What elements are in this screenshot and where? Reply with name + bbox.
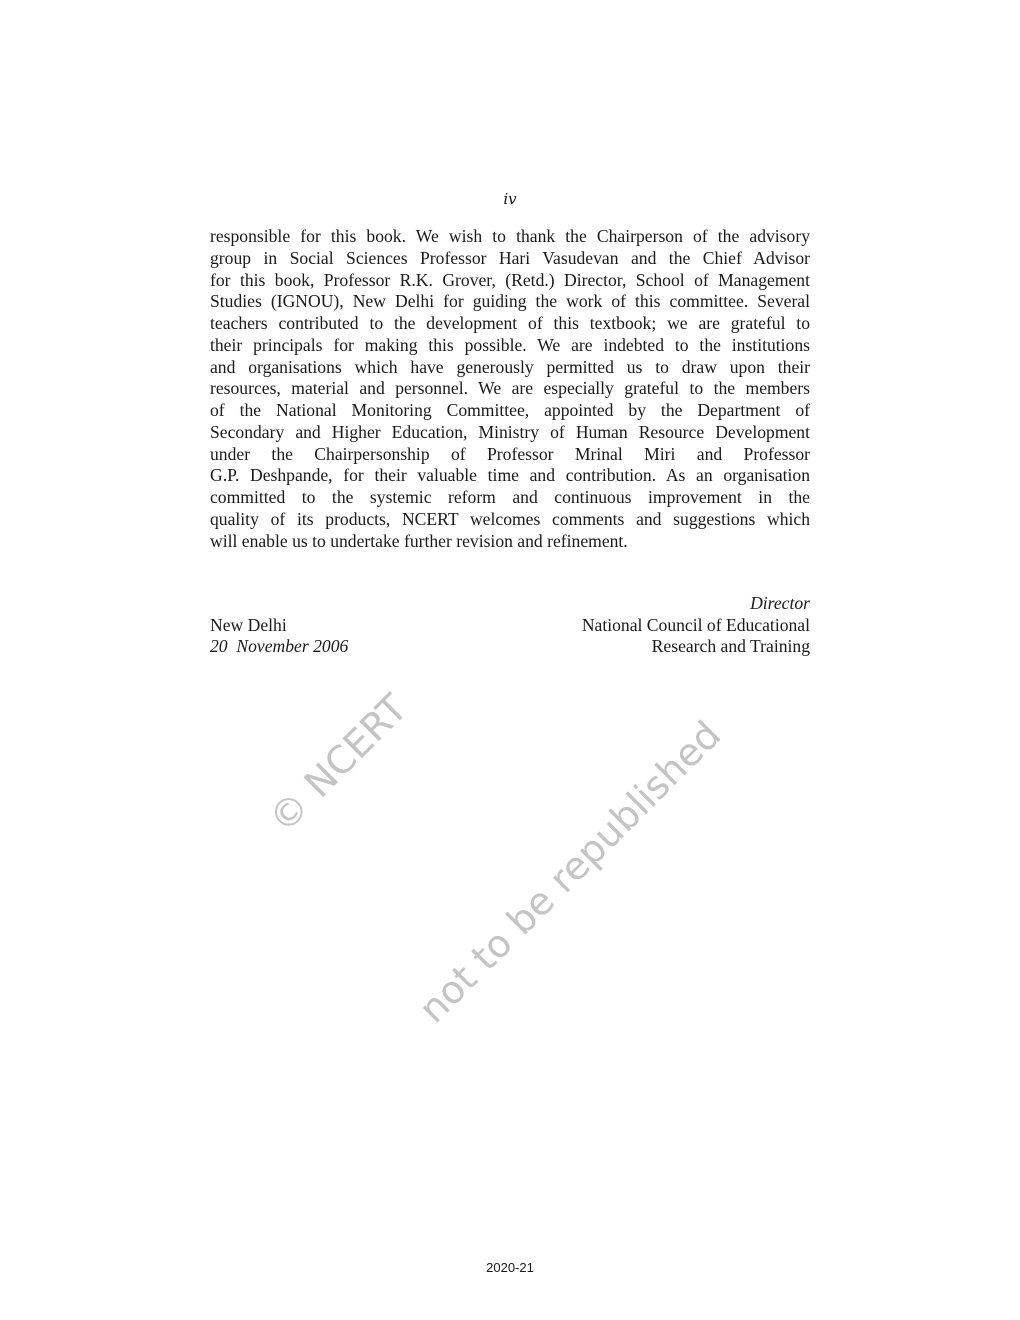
footer-year: 2020-21 bbox=[486, 1260, 534, 1275]
paragraph-line: and organisations which have generously permitted us to draw upon their bbox=[210, 356, 810, 377]
paragraph-line: quality of its products, NCERT welcomes comments and suggestions which bbox=[210, 508, 810, 529]
paragraph-line: committed to the systemic reform and continuous improvement in the bbox=[210, 487, 810, 507]
paragraph-line: for this book, Professor R.K. Grover, (Retd.) Director, School of Management bbox=[210, 269, 810, 290]
paragraph-line: G.P. Deshpande, for their valuable time and contribution. As an organisation bbox=[210, 465, 810, 486]
watermark-ncert: © NCERT bbox=[260, 685, 416, 842]
signature-org-line2: Research and Training bbox=[651, 636, 810, 656]
signature-place: New Delhi bbox=[210, 615, 287, 635]
paragraph-line: under the Chairpersonship of Professor Mrinal Miri and Professor bbox=[210, 443, 810, 464]
paragraph-line: Secondary and Higher Education, Ministry of Human Resource Development bbox=[210, 421, 810, 442]
signature-block bbox=[210, 593, 810, 663]
paragraph-line: resources, material and personnel. We are especially grateful to the members bbox=[210, 378, 810, 399]
signature-date: 20 November 2006 bbox=[210, 636, 349, 656]
paragraph-line: group in Social Sciences Professor Hari Vasudevan and the Chief Advisor bbox=[210, 247, 810, 268]
paragraph-line: their principals for making this possible. We are indebted to the institutions bbox=[210, 334, 810, 355]
paragraph-line: teachers contributed to the development of this textbook; we are grateful to bbox=[210, 313, 810, 333]
page-number: iv bbox=[503, 190, 517, 208]
paragraph-line: of the National Monitoring Committee, appointed by the Department of bbox=[210, 400, 810, 420]
signature-org-line1: National Council of Educational bbox=[581, 615, 810, 635]
body-paragraph bbox=[210, 226, 810, 552]
paragraph-line: Studies (IGNOU), New Delhi for guiding the work of this committee. Several bbox=[210, 291, 810, 312]
paragraph-line: responsible for this book. We wish to thank the Chairperson of the advisory bbox=[210, 226, 810, 246]
watermark-republished: not to be republished bbox=[410, 712, 730, 1032]
paragraph-line: will enable us to undertake further revision and refinement. bbox=[210, 530, 628, 551]
signature-title: Director bbox=[750, 593, 810, 613]
